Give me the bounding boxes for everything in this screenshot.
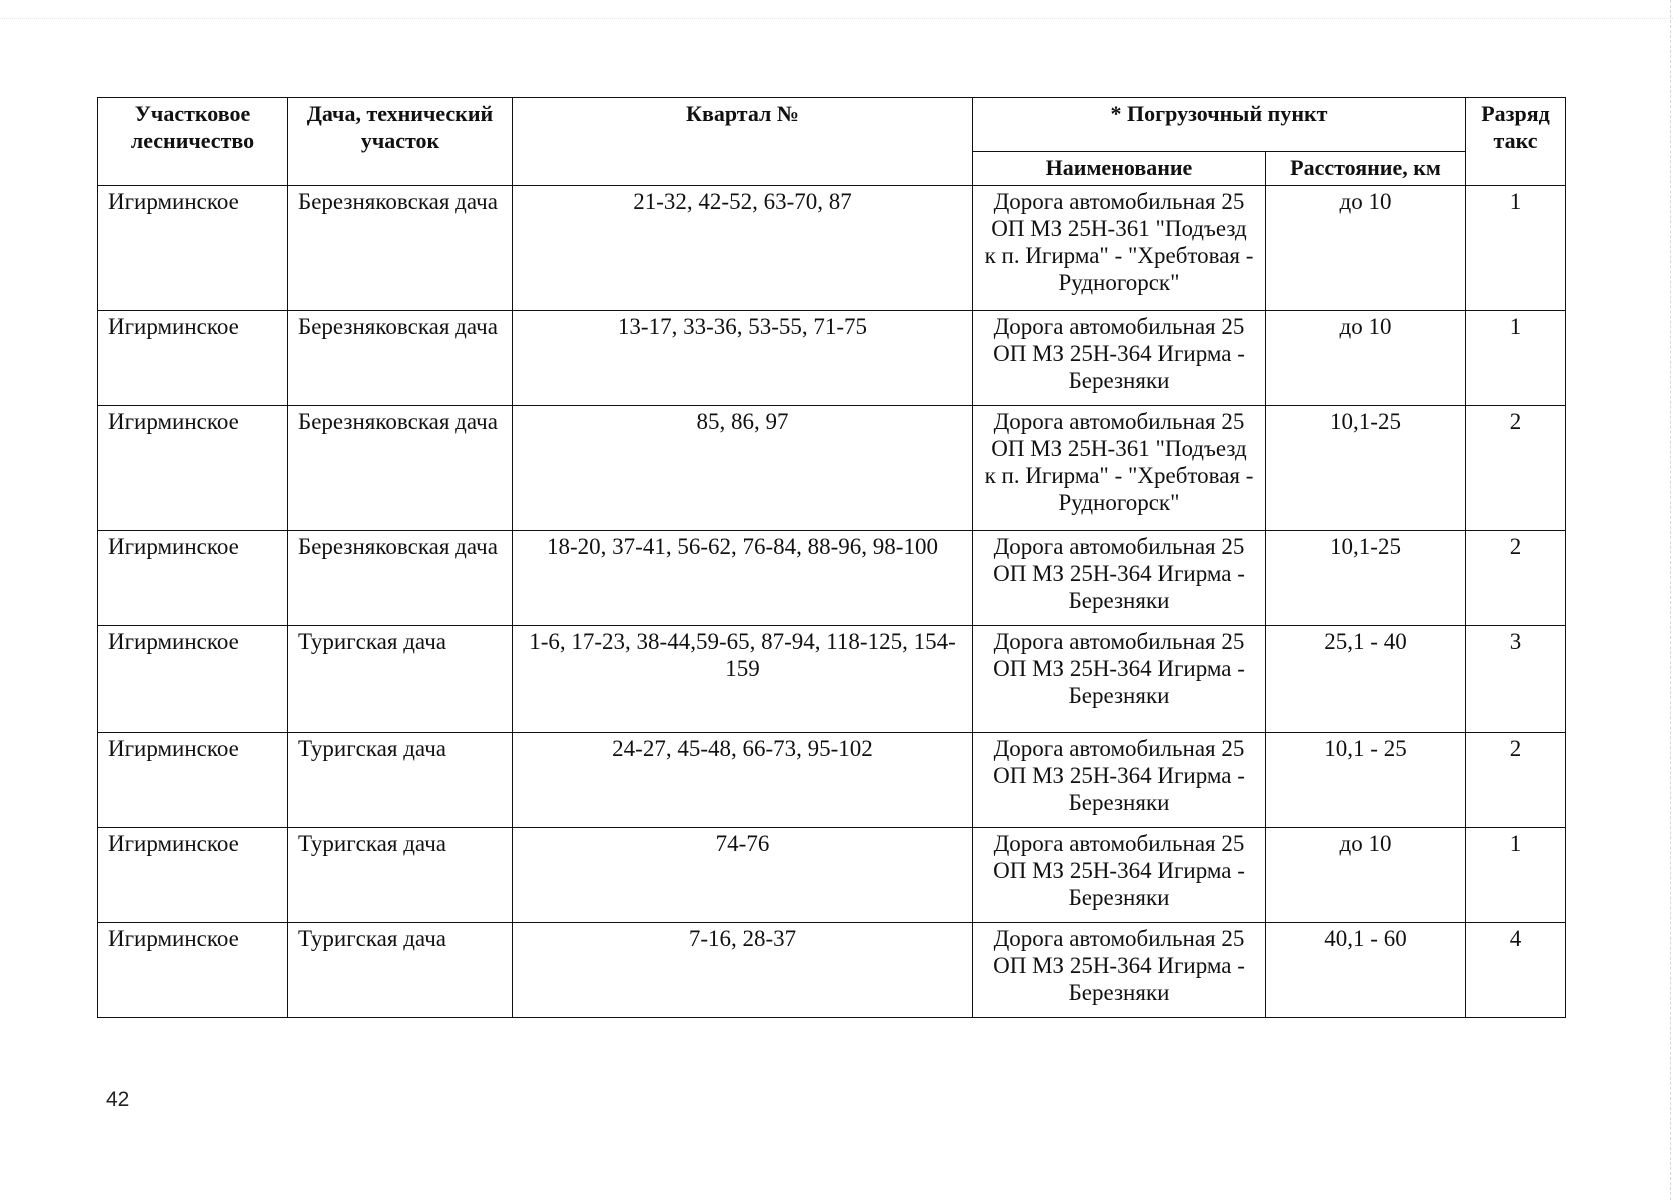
- cell-quarters: 1-6, 17-23, 38-44,59-65, 87-94, 118-125, 154-159: [513, 626, 973, 733]
- cell-rank: 4: [1466, 923, 1566, 1018]
- scan-top-edge: [0, 18, 1673, 20]
- cell-quarters: 85, 86, 97: [513, 406, 973, 531]
- cell-dacha: Туригская дача: [288, 923, 513, 1018]
- cell-loading-point: Дорога автомобильная 25 ОП МЗ 25Н-364 Игирма - Березняки: [973, 531, 1266, 626]
- header-quarter: Квартал №: [513, 98, 973, 186]
- header-name: Наименование: [973, 152, 1266, 186]
- cell-quarters: 13-17, 33-36, 53-55, 71-75: [513, 311, 973, 406]
- cell-distance: 10,1-25: [1266, 531, 1466, 626]
- cell-district: Игирминское: [98, 406, 288, 531]
- cell-rank: 1: [1466, 828, 1566, 923]
- cell-distance: 10,1-25: [1266, 406, 1466, 531]
- cell-loading-point: Дорога автомобильная 25 ОП МЗ 25Н-364 Игирма - Березняки: [973, 311, 1266, 406]
- cell-district: Игирминское: [98, 733, 288, 828]
- table-row: [98, 828, 1566, 923]
- cell-district: Игирминское: [98, 828, 288, 923]
- cell-distance: до 10: [1266, 186, 1466, 311]
- cell-dacha: Туригская дача: [288, 828, 513, 923]
- header-district: Участковое лесничество: [98, 98, 288, 186]
- cell-distance: 40,1 - 60: [1266, 923, 1466, 1018]
- cell-loading-point: Дорога автомобильная 25 ОП МЗ 25Н-361 "Подъезд к п. Игирма" - "Хребтовая - Рудногорск": [973, 406, 1266, 531]
- cell-dacha: Березняковская дача: [288, 311, 513, 406]
- cell-dacha: Туригская дача: [288, 626, 513, 733]
- cell-distance: 25,1 - 40: [1266, 626, 1466, 733]
- header-loading-point: * Погрузочный пункт: [973, 98, 1466, 152]
- table-row: [98, 186, 1566, 311]
- cell-quarters: 24-27, 45-48, 66-73, 95-102: [513, 733, 973, 828]
- table-row: [98, 311, 1566, 406]
- page-number: 42: [106, 1088, 130, 1111]
- cell-loading-point: Дорога автомобильная 25 ОП МЗ 25Н-361 "Подъезд к п. Игирма" - "Хребтовая - Рудногорск": [973, 186, 1266, 311]
- cell-rank: 1: [1466, 311, 1566, 406]
- cell-loading-point: Дорога автомобильная 25 ОП МЗ 25Н-364 Игирма - Березняки: [973, 733, 1266, 828]
- cell-quarters: 18-20, 37-41, 56-62, 76-84, 88-96, 98-100: [513, 531, 973, 626]
- table-row: [98, 406, 1566, 531]
- cell-district: Игирминское: [98, 923, 288, 1018]
- cell-district: Игирминское: [98, 531, 288, 626]
- cell-loading-point: Дорога автомобильная 25 ОП МЗ 25Н-364 Игирма - Березняки: [973, 828, 1266, 923]
- table-row: [98, 733, 1566, 828]
- table-body: [98, 186, 1566, 1018]
- cell-distance: до 10: [1266, 311, 1466, 406]
- cell-distance: до 10: [1266, 828, 1466, 923]
- cell-loading-point: Дорога автомобильная 25 ОП МЗ 25Н-364 Игирма - Березняки: [973, 626, 1266, 733]
- cell-loading-point: Дорога автомобильная 25 ОП МЗ 25Н-364 Игирма - Березняки: [973, 923, 1266, 1018]
- rates-table: [97, 97, 1566, 1018]
- cell-quarters: 7-16, 28-37: [513, 923, 973, 1018]
- cell-dacha: Березняковская дача: [288, 531, 513, 626]
- cell-rank: 1: [1466, 186, 1566, 311]
- cell-quarters: 74-76: [513, 828, 973, 923]
- table-row: [98, 531, 1566, 626]
- cell-quarters: 21-32, 42-52, 63-70, 87: [513, 186, 973, 311]
- cell-distance: 10,1 - 25: [1266, 733, 1466, 828]
- header-dacha: Дача, технический участок: [288, 98, 513, 186]
- header-rank: Разряд такс: [1466, 98, 1566, 186]
- table-row: [98, 626, 1566, 733]
- cell-rank: 3: [1466, 626, 1566, 733]
- header-distance: Расстояние, км: [1266, 152, 1466, 186]
- cell-dacha: Березняковская дача: [288, 406, 513, 531]
- table-row: [98, 923, 1566, 1018]
- cell-rank: 2: [1466, 733, 1566, 828]
- cell-rank: 2: [1466, 406, 1566, 531]
- cell-district: Игирминское: [98, 626, 288, 733]
- cell-dacha: Березняковская дача: [288, 186, 513, 311]
- cell-district: Игирминское: [98, 186, 288, 311]
- cell-district: Игирминское: [98, 311, 288, 406]
- cell-rank: 2: [1466, 531, 1566, 626]
- table-header: [98, 98, 1566, 186]
- cell-dacha: Туригская дача: [288, 733, 513, 828]
